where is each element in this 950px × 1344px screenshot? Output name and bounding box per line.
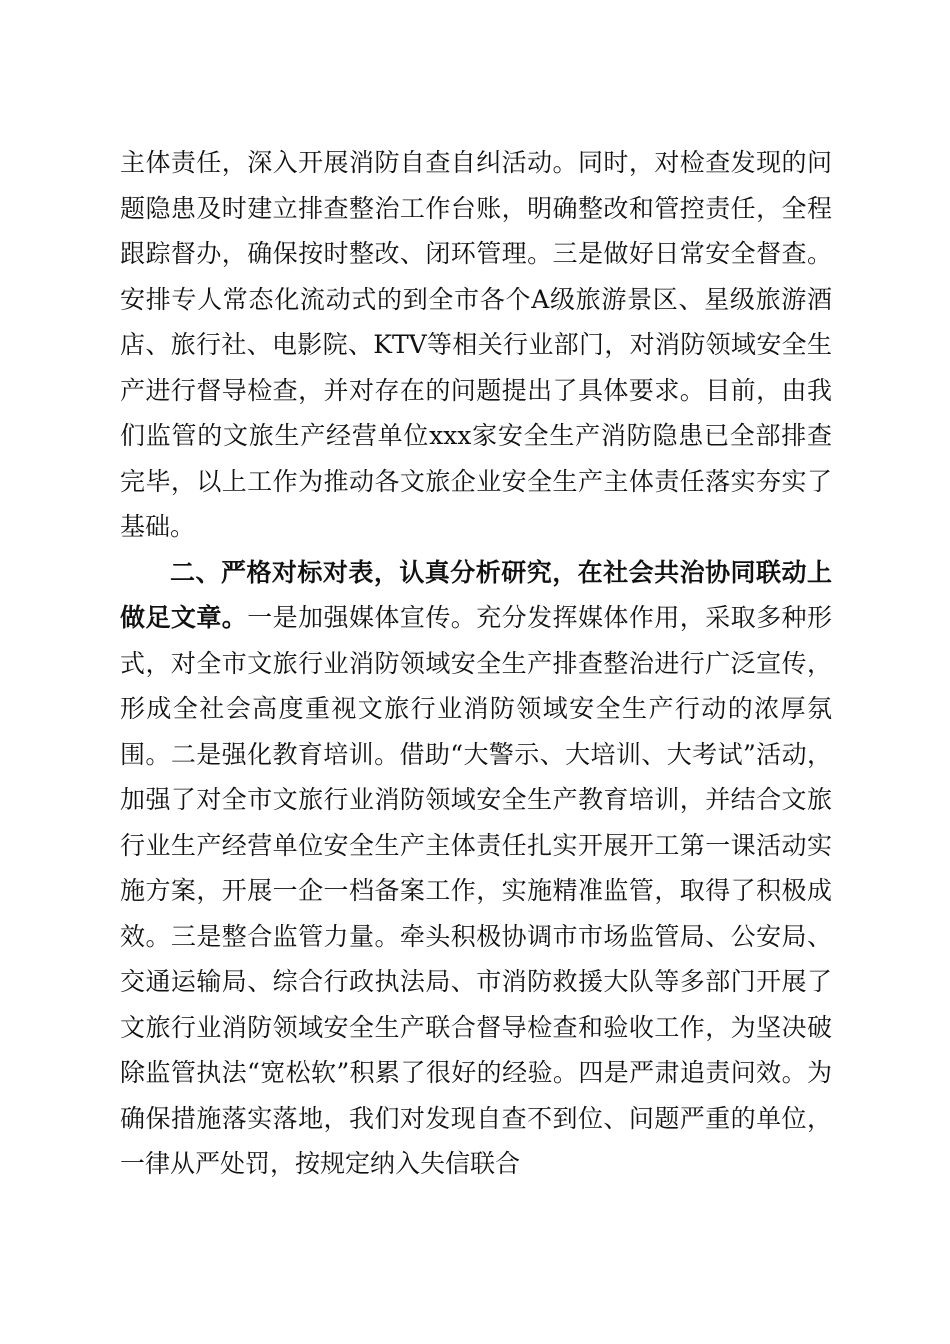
section-two-heading: 二、严格对标对表，认真分析研究，在社会共治协同联动上做足文章。 [120, 557, 832, 632]
paragraph-section-two [120, 550, 832, 1187]
paragraph-continuation: 主体责任，深入开展消防自查自纠活动。同时，对检查发现的问题隐患及时建立排查整治工作台账，明确整改和管控责任，全程跟踪督办，确保按时整改、闭环管理。三是做好日常安全督查。安排专人常态化流动式的到全市各个A级旅游景区、星级旅游酒店、旅行社、电影院、KTV等相关行业部门，对消防领域安全生产进行督导检查，并对存在的问题提出了具体要求。目前，由我们监管的文旅生产经营单位xxx家安全生产消防隐患已全部排查完毕，以上工作为推动各文旅企业安全生产主体责任落实夯实了基础。 [120, 148, 832, 541]
section-two-body: 一是加强媒体宣传。充分发挥媒体作用，采取多种形式，对全市文旅行业消防领域安全生产排查整治进行广泛宣传，形成全社会高度重视文旅行业消防领域安全生产行动的浓厚氛围。二是强化教育培训。借助“大警示、大培训、大考试”活动，加强了对全市文旅行业消防领域安全生产教育培训，并结合文旅行业生产经营单位安全生产主体责任扎实开展开工第一课活动实施方案，开展一企一档备案工作，实施精准监管，取得了积极成效。三是整合监管力量。牵头积极协调市市场监管局、公安局、交通运输局、综合行政执法局、市消防救援大队等多部门开展了文旅行业消防领域安全生产联合督导检查和验收工作，为坚决破除监管执法“宽松软”积累了很好的经验。四是严肃追责问效。为确保措施落实落地，我们对发现自查不到位、问题严重的单位，一律从严处罚，按规定纳入失信联合 [120, 603, 832, 1178]
document-body [120, 140, 832, 1187]
